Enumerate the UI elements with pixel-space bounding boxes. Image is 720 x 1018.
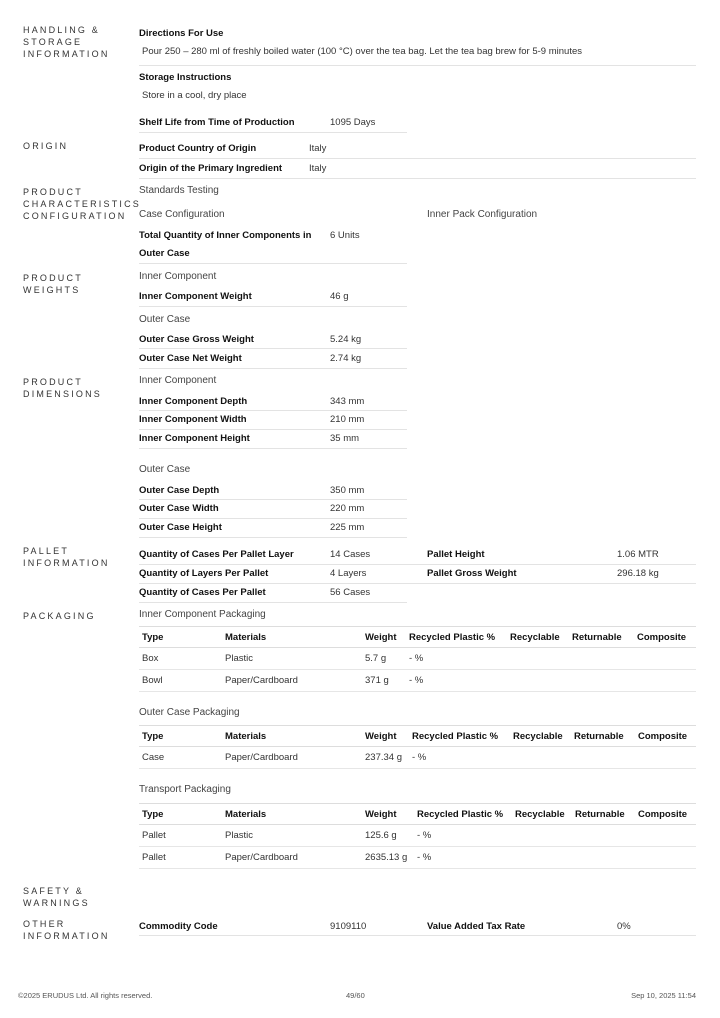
table-row bbox=[139, 648, 696, 670]
footer-copyright: ©2025 ERUDUS Ltd. All rights reserved. bbox=[18, 991, 153, 1000]
country-origin-label: Product Country of Origin bbox=[139, 143, 257, 154]
inner-height-value: 35 mm bbox=[330, 433, 360, 444]
outer-gross-label: Outer Case Gross Weight bbox=[139, 334, 254, 345]
inner-height-label: Inner Component Height bbox=[139, 433, 250, 444]
primary-origin-label: Origin of the Primary Ingredient bbox=[139, 163, 283, 174]
outer-packaging-table bbox=[139, 725, 696, 769]
weights-outer-heading: Outer Case bbox=[139, 314, 191, 325]
inner-depth-label: Inner Component Depth bbox=[139, 396, 248, 407]
divider bbox=[139, 499, 407, 500]
storage-text: Store in a cool, dry place bbox=[142, 90, 247, 101]
vat-rate-label: Value Added Tax Rate bbox=[427, 921, 526, 932]
cell-recyclable bbox=[512, 847, 572, 869]
primary-origin-value: Italy bbox=[309, 163, 327, 174]
divider bbox=[139, 132, 407, 133]
cell-recycled-plastic: - % bbox=[414, 847, 512, 869]
outer-depth-label: Outer Case Depth bbox=[139, 485, 220, 496]
outer-gross-value: 5.24 kg bbox=[330, 334, 362, 345]
cell-recycled-plastic: - % bbox=[409, 747, 510, 769]
shelf-life-label: Shelf Life from Time of Production bbox=[139, 117, 295, 128]
inner-width-label: Inner Component Width bbox=[139, 414, 247, 425]
footer-date: Sep 10, 2025 11:54 bbox=[631, 991, 696, 1000]
cell-composite bbox=[634, 648, 696, 670]
cell-composite bbox=[634, 670, 696, 692]
dims-inner-heading: Inner Component bbox=[139, 375, 217, 386]
table-row bbox=[139, 747, 696, 769]
cell-weight: 237.34 g bbox=[362, 747, 409, 769]
cases-per-pallet-value: 56 Cases bbox=[330, 587, 371, 598]
total-qty-label-line1: Total Quantity of Inner Components in bbox=[139, 230, 312, 241]
directions-label: Directions For Use bbox=[139, 28, 224, 39]
column-header-type: Type bbox=[139, 726, 222, 747]
divider bbox=[139, 429, 407, 430]
section-label-characteristics: PRODUCT CHARACTERISTICS CONFIGURATION bbox=[23, 187, 142, 221]
section-label-packaging: PACKAGING bbox=[23, 611, 96, 621]
outer-depth-value: 350 mm bbox=[330, 485, 365, 496]
section-label-dimensions: PRODUCT DIMENSIONS bbox=[23, 377, 103, 399]
column-header-composite: Composite bbox=[635, 726, 696, 747]
column-header-type: Type bbox=[139, 804, 222, 825]
section-label-origin: ORIGIN bbox=[23, 141, 69, 151]
column-header-recyclable: Recyclable bbox=[510, 726, 571, 747]
pallet-gross-weight-value: 296.18 kg bbox=[617, 568, 659, 579]
cell-returnable bbox=[569, 670, 634, 692]
cell-returnable bbox=[569, 648, 634, 670]
pallet-height-value: 1.06 MTR bbox=[617, 549, 659, 560]
cases-per-layer-value: 14 Cases bbox=[330, 549, 371, 560]
cell-materials: Paper/Cardboard bbox=[222, 747, 362, 769]
cell-composite bbox=[635, 825, 696, 847]
column-header-returnable: Returnable bbox=[569, 627, 634, 648]
column-header-recycled-plastic: Recycled Plastic % bbox=[409, 726, 510, 747]
divider bbox=[139, 564, 696, 565]
cell-recycled-plastic: - % bbox=[406, 670, 507, 692]
cell-returnable bbox=[572, 847, 635, 869]
footer-page-number: 49/60 bbox=[346, 991, 365, 1000]
cell-type: Bowl bbox=[139, 670, 222, 692]
weights-inner-heading: Inner Component bbox=[139, 271, 217, 282]
divider bbox=[139, 518, 407, 519]
cell-recyclable bbox=[507, 648, 569, 670]
storage-label: Storage Instructions bbox=[139, 72, 232, 83]
column-header-weight: Weight bbox=[362, 627, 406, 648]
table-row bbox=[139, 847, 696, 869]
table-row bbox=[139, 670, 696, 692]
divider bbox=[139, 368, 407, 369]
cell-weight: 2635.13 g bbox=[362, 847, 414, 869]
column-header-recycled-plastic: Recycled Plastic % bbox=[406, 627, 507, 648]
inner-weight-label: Inner Component Weight bbox=[139, 291, 252, 302]
transport-packaging-title: Transport Packaging bbox=[139, 784, 231, 795]
column-header-recycled-plastic: Recycled Plastic % bbox=[414, 804, 512, 825]
inner-width-value: 210 mm bbox=[330, 414, 365, 425]
cell-recycled-plastic: - % bbox=[414, 825, 512, 847]
divider bbox=[139, 263, 407, 264]
pallet-gross-weight-label: Pallet Gross Weight bbox=[427, 568, 517, 579]
outer-width-value: 220 mm bbox=[330, 503, 365, 514]
cases-per-pallet-label: Quantity of Cases Per Pallet bbox=[139, 587, 266, 598]
column-header-weight: Weight bbox=[362, 726, 409, 747]
total-qty-label-line2: Outer Case bbox=[139, 248, 190, 259]
section-label-other: OTHER INFORMATION bbox=[23, 919, 110, 941]
cell-recycled-plastic: - % bbox=[406, 648, 507, 670]
outer-net-value: 2.74 kg bbox=[330, 353, 362, 364]
column-header-materials: Materials bbox=[222, 726, 362, 747]
cell-recyclable bbox=[507, 670, 569, 692]
cell-materials: Paper/Cardboard bbox=[222, 847, 362, 869]
vat-rate-value: 0% bbox=[617, 921, 631, 932]
table-row bbox=[139, 825, 696, 847]
cell-type: Box bbox=[139, 648, 222, 670]
divider bbox=[139, 935, 696, 936]
cell-composite bbox=[635, 847, 696, 869]
divider bbox=[139, 65, 696, 66]
column-header-composite: Composite bbox=[634, 627, 696, 648]
section-label-weights: PRODUCT WEIGHTS bbox=[23, 273, 83, 295]
column-header-returnable: Returnable bbox=[572, 804, 635, 825]
divider bbox=[139, 410, 407, 411]
divider bbox=[139, 158, 696, 159]
pallet-height-label: Pallet Height bbox=[427, 549, 485, 560]
cell-type: Case bbox=[139, 747, 222, 769]
cell-recyclable bbox=[510, 747, 571, 769]
inner-pack-config-heading: Inner Pack Configuration bbox=[427, 209, 538, 220]
column-header-materials: Materials bbox=[222, 804, 362, 825]
shelf-life-value: 1095 Days bbox=[330, 117, 376, 128]
dims-outer-heading: Outer Case bbox=[139, 464, 191, 475]
section-label-pallet: PALLET INFORMATION bbox=[23, 546, 110, 568]
divider bbox=[139, 306, 407, 307]
total-qty-value: 6 Units bbox=[330, 230, 360, 241]
case-config-heading: Case Configuration bbox=[139, 209, 225, 220]
outer-height-value: 225 mm bbox=[330, 522, 365, 533]
cell-composite bbox=[635, 747, 696, 769]
country-origin-value: Italy bbox=[309, 143, 327, 154]
layers-per-pallet-value: 4 Layers bbox=[330, 568, 367, 579]
divider bbox=[139, 448, 407, 449]
column-header-recyclable: Recyclable bbox=[507, 627, 569, 648]
divider bbox=[139, 602, 407, 603]
column-header-type: Type bbox=[139, 627, 222, 648]
outer-height-label: Outer Case Height bbox=[139, 522, 222, 533]
layers-per-pallet-label: Quantity of Layers Per Pallet bbox=[139, 568, 269, 579]
cell-materials: Plastic bbox=[222, 648, 362, 670]
commodity-code-value: 9109110 bbox=[330, 921, 367, 932]
inner-weight-value: 46 g bbox=[330, 291, 349, 302]
divider bbox=[139, 583, 696, 584]
cell-type: Pallet bbox=[139, 825, 222, 847]
outer-width-label: Outer Case Width bbox=[139, 503, 219, 514]
outer-net-label: Outer Case Net Weight bbox=[139, 353, 242, 364]
section-label-handling: HANDLING & STORAGE INFORMATION bbox=[23, 25, 110, 59]
inner-packaging-table bbox=[139, 626, 696, 692]
inner-packaging-title: Inner Component Packaging bbox=[139, 609, 266, 620]
cell-materials: Plastic bbox=[222, 825, 362, 847]
transport-packaging-table bbox=[139, 803, 696, 869]
commodity-code-label: Commodity Code bbox=[139, 921, 218, 932]
column-header-recyclable: Recyclable bbox=[512, 804, 572, 825]
outer-packaging-title: Outer Case Packaging bbox=[139, 707, 240, 718]
cell-type: Pallet bbox=[139, 847, 222, 869]
divider bbox=[139, 537, 407, 538]
column-header-returnable: Returnable bbox=[571, 726, 635, 747]
inner-depth-value: 343 mm bbox=[330, 396, 365, 407]
directions-text: Pour 250 – 280 ml of freshly boiled water (100 °C) over the tea bag. Let the tea bag brew for 5-9 minutes bbox=[142, 46, 582, 57]
cell-weight: 125.6 g bbox=[362, 825, 414, 847]
divider bbox=[139, 178, 696, 179]
cell-weight: 5.7 g bbox=[362, 648, 406, 670]
cell-materials: Paper/Cardboard bbox=[222, 670, 362, 692]
divider bbox=[139, 348, 407, 349]
cases-per-layer-label: Quantity of Cases Per Pallet Layer bbox=[139, 549, 294, 560]
column-header-composite: Composite bbox=[635, 804, 696, 825]
cell-returnable bbox=[572, 825, 635, 847]
cell-returnable bbox=[571, 747, 635, 769]
section-label-safety: SAFETY & WARNINGS bbox=[23, 886, 90, 908]
standards-testing-heading: Standards Testing bbox=[139, 185, 219, 196]
cell-recyclable bbox=[512, 825, 572, 847]
cell-weight: 371 g bbox=[362, 670, 406, 692]
column-header-materials: Materials bbox=[222, 627, 362, 648]
column-header-weight: Weight bbox=[362, 804, 414, 825]
